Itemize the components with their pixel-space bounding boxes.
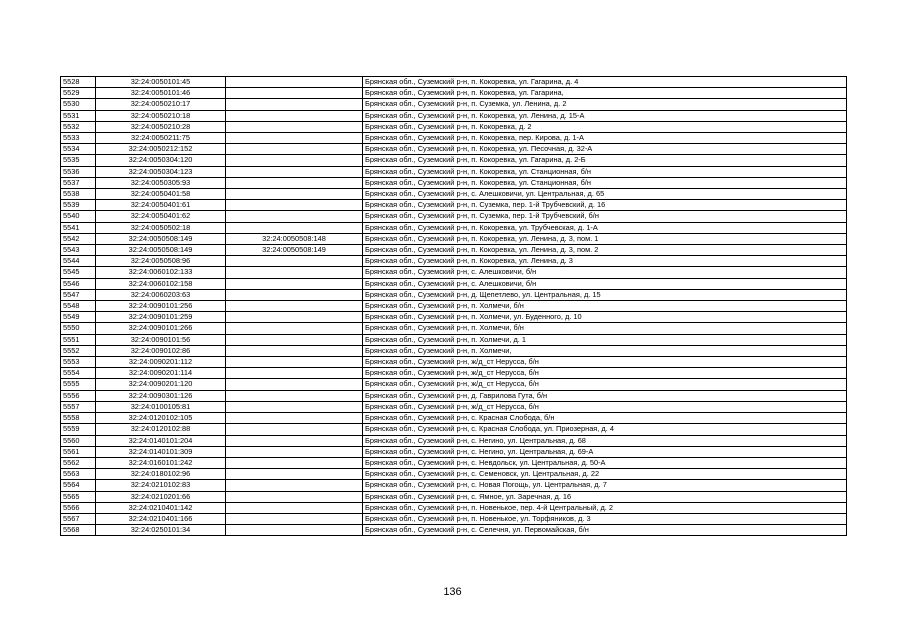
address-cell: Брянская обл., Суземский р-н, д. Гаврилова Гута, б/н bbox=[363, 390, 847, 401]
table-row bbox=[61, 379, 847, 390]
cadastral-number-cell: 32:24:0090301:126 bbox=[96, 390, 226, 401]
table-row bbox=[61, 155, 847, 166]
table-row bbox=[61, 424, 847, 435]
cadastral-number-cell: 32:24:0050101:45 bbox=[96, 77, 226, 88]
cadastral-number-cell: 32:24:0180102:96 bbox=[96, 469, 226, 480]
row-number-cell: 5530 bbox=[61, 99, 96, 110]
row-number-cell: 5532 bbox=[61, 121, 96, 132]
address-cell: Брянская обл., Суземский р-н, п. Суземка, ул. Ленина, д. 2 bbox=[363, 99, 847, 110]
parent-cadastral-cell bbox=[226, 401, 363, 412]
parent-cadastral-cell bbox=[226, 323, 363, 334]
cadastral-number-cell: 32:24:0050508:149 bbox=[96, 245, 226, 256]
parent-cadastral-cell bbox=[226, 312, 363, 323]
row-number-cell: 5553 bbox=[61, 357, 96, 368]
cadastral-number-cell: 32:24:0050502:18 bbox=[96, 222, 226, 233]
address-cell: Брянская обл., Суземский р-н, с. Семеновск, ул. Центральная, д. 22 bbox=[363, 469, 847, 480]
address-cell: Брянская обл., Суземский р-н, с. Негино, ул. Центральная, д. 68 bbox=[363, 435, 847, 446]
cadastral-number-cell: 32:24:0060102:158 bbox=[96, 278, 226, 289]
address-cell: Брянская обл., Суземский р-н, п. Кокоревка, ул. Ленина, д. 15-А bbox=[363, 110, 847, 121]
address-cell: Брянская обл., Суземский р-н, п. Кокоревка, ул. Станционная, б/н bbox=[363, 177, 847, 188]
table-row bbox=[61, 345, 847, 356]
address-cell: Брянская обл., Суземский р-н, п. Кокоревка, ул. Гагарина, д. 2-Б bbox=[363, 155, 847, 166]
table-row bbox=[61, 88, 847, 99]
cadastral-number-cell: 32:24:0050401:62 bbox=[96, 211, 226, 222]
row-number-cell: 5541 bbox=[61, 222, 96, 233]
row-number-cell: 5533 bbox=[61, 133, 96, 144]
table-row bbox=[61, 323, 847, 334]
parent-cadastral-cell bbox=[226, 480, 363, 491]
address-cell: Брянская обл., Суземский р-н, п. Кокоревка, ул. Гагарина, д. 4 bbox=[363, 77, 847, 88]
row-number-cell: 5540 bbox=[61, 211, 96, 222]
address-cell: Брянская обл., Суземский р-н, с. Алешковичи, ул. Центральная, д. 65 bbox=[363, 189, 847, 200]
cadastral-number-cell: 32:24:0140101:204 bbox=[96, 435, 226, 446]
row-number-cell: 5551 bbox=[61, 334, 96, 345]
row-number-cell: 5550 bbox=[61, 323, 96, 334]
table-row bbox=[61, 77, 847, 88]
table-row bbox=[61, 189, 847, 200]
row-number-cell: 5546 bbox=[61, 278, 96, 289]
cadastral-number-cell: 32:24:0210401:142 bbox=[96, 502, 226, 513]
address-cell: Брянская обл., Суземский р-н, п. Кокоревка, д. 2 bbox=[363, 121, 847, 132]
cadastral-number-cell: 32:24:0050210:17 bbox=[96, 99, 226, 110]
row-number-cell: 5544 bbox=[61, 256, 96, 267]
address-cell: Брянская обл., Суземский р-н, п. Новенькое, ул. Торфяников, д. 3 bbox=[363, 513, 847, 524]
table-row bbox=[61, 357, 847, 368]
cadastral-number-cell: 32:24:0050212:152 bbox=[96, 144, 226, 155]
cadastral-number-cell: 32:24:0050508:149 bbox=[96, 233, 226, 244]
table-row bbox=[61, 446, 847, 457]
address-cell: Брянская обл., Суземский р-н, п. Кокоревка, ул. Ленина, д. 3, пом. 1 bbox=[363, 233, 847, 244]
table-row bbox=[61, 121, 847, 132]
address-cell: Брянская обл., Суземский р-н, ж/д_ст Нерусса, б/н bbox=[363, 357, 847, 368]
table-row bbox=[61, 480, 847, 491]
parent-cadastral-cell bbox=[226, 189, 363, 200]
address-cell: Брянская обл., Суземский р-н, п. Кокоревка, ул. Ленина, д. 3, пом. 2 bbox=[363, 245, 847, 256]
parent-cadastral-cell bbox=[226, 110, 363, 121]
parent-cadastral-cell bbox=[226, 267, 363, 278]
cadastral-number-cell: 32:24:0210401:166 bbox=[96, 513, 226, 524]
row-number-cell: 5545 bbox=[61, 267, 96, 278]
cadastral-number-cell: 32:24:0090201:112 bbox=[96, 357, 226, 368]
cadastral-number-cell: 32:24:0090101:56 bbox=[96, 334, 226, 345]
address-cell: Брянская обл., Суземский р-н, ж/д_ст Нерусса, б/н bbox=[363, 368, 847, 379]
address-cell: Брянская обл., Суземский р-н, ж/д_ст Нерусса, б/н bbox=[363, 379, 847, 390]
parent-cadastral-cell bbox=[226, 435, 363, 446]
address-cell: Брянская обл., Суземский р-н, п. Холмечи, bbox=[363, 345, 847, 356]
row-number-cell: 5531 bbox=[61, 110, 96, 121]
parent-cadastral-cell bbox=[226, 278, 363, 289]
parent-cadastral-cell bbox=[226, 200, 363, 211]
address-cell: Брянская обл., Суземский р-н, ж/д_ст Нерусса, б/н bbox=[363, 401, 847, 412]
address-cell: Брянская обл., Суземский р-н, с. Алешковичи, б/н bbox=[363, 278, 847, 289]
table-row bbox=[61, 368, 847, 379]
row-number-cell: 5564 bbox=[61, 480, 96, 491]
table-row bbox=[61, 469, 847, 480]
table-row bbox=[61, 99, 847, 110]
row-number-cell: 5543 bbox=[61, 245, 96, 256]
row-number-cell: 5528 bbox=[61, 77, 96, 88]
cadastral-number-cell: 32:24:0120102:105 bbox=[96, 413, 226, 424]
parent-cadastral-cell bbox=[226, 491, 363, 502]
parent-cadastral-cell bbox=[226, 390, 363, 401]
row-number-cell: 5559 bbox=[61, 424, 96, 435]
row-number-cell: 5539 bbox=[61, 200, 96, 211]
parent-cadastral-cell bbox=[226, 88, 363, 99]
row-number-cell: 5548 bbox=[61, 301, 96, 312]
table-row bbox=[61, 256, 847, 267]
parent-cadastral-cell bbox=[226, 345, 363, 356]
table-row bbox=[61, 278, 847, 289]
table-row bbox=[61, 245, 847, 256]
row-number-cell: 5535 bbox=[61, 155, 96, 166]
row-number-cell: 5534 bbox=[61, 144, 96, 155]
row-number-cell: 5560 bbox=[61, 435, 96, 446]
parent-cadastral-cell bbox=[226, 289, 363, 300]
table-row bbox=[61, 401, 847, 412]
parent-cadastral-cell bbox=[226, 413, 363, 424]
table-row bbox=[61, 110, 847, 121]
parent-cadastral-cell bbox=[226, 357, 363, 368]
parent-cadastral-cell bbox=[226, 155, 363, 166]
address-cell: Брянская обл., Суземский р-н, п. Суземка, пер. 1-й Трубчевский, д. 16 bbox=[363, 200, 847, 211]
parent-cadastral-cell bbox=[226, 133, 363, 144]
row-number-cell: 5547 bbox=[61, 289, 96, 300]
cadastral-number-cell: 32:24:0050508:96 bbox=[96, 256, 226, 267]
row-number-cell: 5529 bbox=[61, 88, 96, 99]
table-row bbox=[61, 513, 847, 524]
cadastral-number-cell: 32:24:0050101:46 bbox=[96, 88, 226, 99]
row-number-cell: 5558 bbox=[61, 413, 96, 424]
address-cell: Брянская обл., Суземский р-н, п. Кокоревка, пер. Кирова, д. 1-А bbox=[363, 133, 847, 144]
address-cell: Брянская обл., Суземский р-н, с. Селечня, ул. Первомайская, б/н bbox=[363, 525, 847, 536]
parent-cadastral-cell bbox=[226, 77, 363, 88]
parent-cadastral-cell bbox=[226, 222, 363, 233]
table-row bbox=[61, 390, 847, 401]
cadastral-number-cell: 32:24:0050304:123 bbox=[96, 166, 226, 177]
address-cell: Брянская обл., Суземский р-н, с. Невдольск, ул. Центральная, д. 50-А bbox=[363, 457, 847, 468]
parent-cadastral-cell bbox=[226, 177, 363, 188]
table-row bbox=[61, 312, 847, 323]
table-row bbox=[61, 491, 847, 502]
parent-cadastral-cell bbox=[226, 446, 363, 457]
cadastral-number-cell: 32:24:0210102:83 bbox=[96, 480, 226, 491]
parent-cadastral-cell bbox=[226, 379, 363, 390]
table-row bbox=[61, 525, 847, 536]
row-number-cell: 5555 bbox=[61, 379, 96, 390]
parent-cadastral-cell bbox=[226, 99, 363, 110]
table-row bbox=[61, 144, 847, 155]
cadastral-number-cell: 32:24:0050210:28 bbox=[96, 121, 226, 132]
cadastral-number-cell: 32:24:0060102:133 bbox=[96, 267, 226, 278]
page-number: 136 bbox=[443, 586, 462, 598]
parent-cadastral-cell bbox=[226, 513, 363, 524]
row-number-cell: 5568 bbox=[61, 525, 96, 536]
address-cell: Брянская обл., Суземский р-н, п. Кокоревка, ул. Ленина, д. 3 bbox=[363, 256, 847, 267]
parent-cadastral-cell bbox=[226, 211, 363, 222]
cadastral-number-cell: 32:24:0090101:256 bbox=[96, 301, 226, 312]
table-row bbox=[61, 267, 847, 278]
row-number-cell: 5542 bbox=[61, 233, 96, 244]
address-cell: Брянская обл., Суземский р-н, п. Кокоревка, ул. Песочная, д. 32-А bbox=[363, 144, 847, 155]
cadastral-number-cell: 32:24:0210201:66 bbox=[96, 491, 226, 502]
address-cell: Брянская обл., Суземский р-н, с. Красная Слобода, ул. Приозерная, д. 4 bbox=[363, 424, 847, 435]
row-number-cell: 5537 bbox=[61, 177, 96, 188]
table-row bbox=[61, 289, 847, 300]
cadastral-number-cell: 32:24:0160101:242 bbox=[96, 457, 226, 468]
row-number-cell: 5557 bbox=[61, 401, 96, 412]
row-number-cell: 5561 bbox=[61, 446, 96, 457]
table-row bbox=[61, 435, 847, 446]
cadastral-number-cell: 32:24:0050401:61 bbox=[96, 200, 226, 211]
row-number-cell: 5566 bbox=[61, 502, 96, 513]
table-row bbox=[61, 334, 847, 345]
row-number-cell: 5538 bbox=[61, 189, 96, 200]
row-number-cell: 5562 bbox=[61, 457, 96, 468]
parent-cadastral-cell bbox=[226, 368, 363, 379]
address-cell: Брянская обл., Суземский р-н, с. Новая Погощь, ул. Центральная, д. 7 bbox=[363, 480, 847, 491]
table-row bbox=[61, 166, 847, 177]
address-cell: Брянская обл., Суземский р-н, п. Кокоревка, ул. Трубчевская, д. 1-А bbox=[363, 222, 847, 233]
cadastral-number-cell: 32:24:0100105:81 bbox=[96, 401, 226, 412]
row-number-cell: 5536 bbox=[61, 166, 96, 177]
cadastral-number-cell: 32:24:0090201:120 bbox=[96, 379, 226, 390]
cadastral-number-cell: 32:24:0050304:120 bbox=[96, 155, 226, 166]
row-number-cell: 5565 bbox=[61, 491, 96, 502]
table-row bbox=[61, 457, 847, 468]
table-row bbox=[61, 413, 847, 424]
table-row bbox=[61, 200, 847, 211]
address-cell: Брянская обл., Суземский р-н, с. Красная Слобода, б/н bbox=[363, 413, 847, 424]
table-row bbox=[61, 222, 847, 233]
cadastral-number-cell: 32:24:0090101:266 bbox=[96, 323, 226, 334]
cadastral-number-cell: 32:24:0050210:18 bbox=[96, 110, 226, 121]
parent-cadastral-cell bbox=[226, 424, 363, 435]
table-row bbox=[61, 301, 847, 312]
address-cell: Брянская обл., Суземский р-н, п. Суземка, пер. 1-й Трубчевский, б/н bbox=[363, 211, 847, 222]
row-number-cell: 5556 bbox=[61, 390, 96, 401]
row-number-cell: 5563 bbox=[61, 469, 96, 480]
cadastral-number-cell: 32:24:0090101:259 bbox=[96, 312, 226, 323]
parent-cadastral-cell bbox=[226, 469, 363, 480]
table-row bbox=[61, 502, 847, 513]
parent-cadastral-cell bbox=[226, 166, 363, 177]
row-number-cell: 5554 bbox=[61, 368, 96, 379]
cadastral-number-cell: 32:24:0060203:63 bbox=[96, 289, 226, 300]
address-cell: Брянская обл., Суземский р-н, п. Холмечи, ул. Буденного, д. 10 bbox=[363, 312, 847, 323]
row-number-cell: 5567 bbox=[61, 513, 96, 524]
address-cell: Брянская обл., Суземский р-н, п. Новенькое, пер. 4-й Центральный, д. 2 bbox=[363, 502, 847, 513]
table-row bbox=[61, 133, 847, 144]
row-number-cell: 5552 bbox=[61, 345, 96, 356]
row-number-cell: 5549 bbox=[61, 312, 96, 323]
address-cell: Брянская обл., Суземский р-н, с. Ямное, ул. Заречная, д. 16 bbox=[363, 491, 847, 502]
address-cell: Брянская обл., Суземский р-н, с. Негино, ул. Центральная, д. 69-А bbox=[363, 446, 847, 457]
parent-cadastral-cell bbox=[226, 121, 363, 132]
parent-cadastral-cell bbox=[226, 256, 363, 267]
cadastral-number-cell: 32:24:0140101:309 bbox=[96, 446, 226, 457]
parent-cadastral-cell: 32:24:0050508:148 bbox=[226, 233, 363, 244]
table-row bbox=[61, 233, 847, 244]
cadastral-number-cell: 32:24:0120102:88 bbox=[96, 424, 226, 435]
parent-cadastral-cell bbox=[226, 502, 363, 513]
address-cell: Брянская обл., Суземский р-н, д. Щепетлево, ул. Центральная, д. 15 bbox=[363, 289, 847, 300]
address-cell: Брянская обл., Суземский р-н, п. Кокоревка, ул. Станционная, б/н bbox=[363, 166, 847, 177]
registry-table bbox=[60, 76, 847, 536]
address-cell: Брянская обл., Суземский р-н, п. Кокоревка, ул. Гагарина, bbox=[363, 88, 847, 99]
parent-cadastral-cell bbox=[226, 334, 363, 345]
cadastral-number-cell: 32:24:0090102:86 bbox=[96, 345, 226, 356]
address-cell: Брянская обл., Суземский р-н, п. Холмечи, б/н bbox=[363, 301, 847, 312]
address-cell: Брянская обл., Суземский р-н, с. Алешковичи, б/н bbox=[363, 267, 847, 278]
address-cell: Брянская обл., Суземский р-н, п. Холмечи, б/н bbox=[363, 323, 847, 334]
table-row bbox=[61, 211, 847, 222]
parent-cadastral-cell bbox=[226, 301, 363, 312]
table-row bbox=[61, 177, 847, 188]
registry-table-body bbox=[61, 77, 847, 536]
cadastral-number-cell: 32:24:0250101:34 bbox=[96, 525, 226, 536]
parent-cadastral-cell bbox=[226, 144, 363, 155]
cadastral-number-cell: 32:24:0050401:58 bbox=[96, 189, 226, 200]
cadastral-number-cell: 32:24:0090201:114 bbox=[96, 368, 226, 379]
parent-cadastral-cell bbox=[226, 457, 363, 468]
parent-cadastral-cell: 32:24:0050508:149 bbox=[226, 245, 363, 256]
cadastral-number-cell: 32:24:0050305:93 bbox=[96, 177, 226, 188]
parent-cadastral-cell bbox=[226, 525, 363, 536]
cadastral-number-cell: 32:24:0050211:75 bbox=[96, 133, 226, 144]
address-cell: Брянская обл., Суземский р-н, п. Холмечи, д. 1 bbox=[363, 334, 847, 345]
